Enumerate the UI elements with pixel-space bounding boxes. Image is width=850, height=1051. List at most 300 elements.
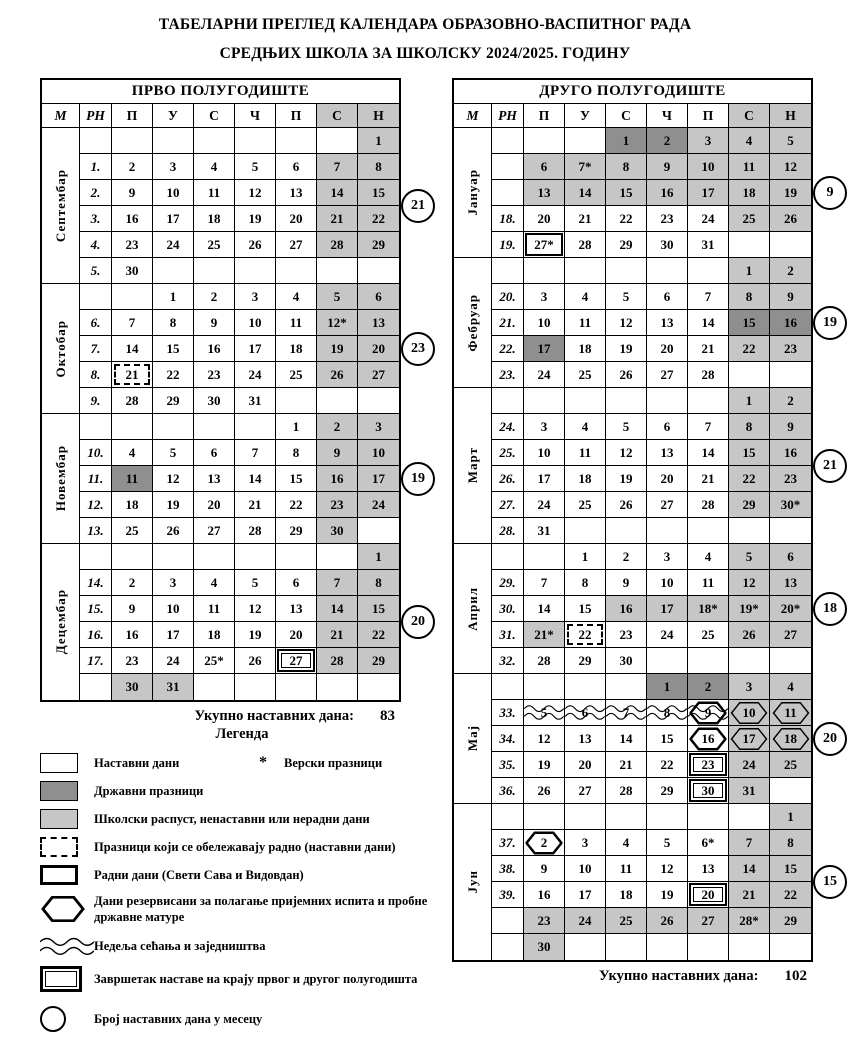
day-cell <box>358 622 399 648</box>
day-number: 30 <box>619 652 633 668</box>
empty-cell <box>729 232 770 258</box>
month-column-header: М <box>454 104 492 128</box>
day-number: 8 <box>375 574 382 590</box>
day-number: 7 <box>704 418 712 434</box>
day-number: 12 <box>537 730 551 746</box>
day-cell <box>606 648 647 674</box>
day-cell <box>524 726 565 752</box>
day-cell <box>112 622 153 648</box>
empty-cell <box>606 388 647 414</box>
legend-item <box>40 809 444 829</box>
day-cell <box>194 284 235 310</box>
document-title-line1: ТАБЕЛАРНИ ПРЕГЛЕД КАЛЕНДАРА ОБРАЗОВНО-ВАСПИТНОГ РАДА <box>158 16 692 33</box>
empty-cell <box>194 414 235 440</box>
day-number: 28 <box>578 236 592 252</box>
day-cell <box>276 284 317 310</box>
day-cell <box>235 310 276 336</box>
month-weeks <box>80 284 399 414</box>
day-number: 3 <box>540 418 548 434</box>
month-name-cell <box>454 544 492 674</box>
week-row <box>492 856 811 882</box>
day-number: 29 <box>619 236 633 252</box>
week-number <box>492 908 524 934</box>
day-number: 30 <box>125 262 139 278</box>
total-teaching-days <box>452 968 813 985</box>
day-number: 11 <box>207 600 221 616</box>
school-break-swatch <box>40 809 78 829</box>
day-number: 12 <box>742 574 756 590</box>
week-row <box>492 362 811 388</box>
day-number: 10 <box>537 444 551 460</box>
day-number: 22 <box>289 496 303 512</box>
day-number: 3 <box>704 132 712 148</box>
day-cell <box>565 284 606 310</box>
day-number: 16 <box>125 626 139 642</box>
empty-cell <box>112 414 153 440</box>
legend-icon-cell <box>40 753 94 773</box>
empty-cell <box>524 804 565 830</box>
day-number: 17 <box>372 470 385 486</box>
day-cell <box>153 674 194 700</box>
empty-cell <box>770 362 811 388</box>
day-number: 26 <box>619 366 633 382</box>
day-cell <box>729 336 770 362</box>
day-cell <box>606 596 647 622</box>
day-cell <box>606 362 647 388</box>
legend-label: Школски распуст, ненаставни или нерадни дани <box>94 811 370 826</box>
day-cell <box>606 232 647 258</box>
legend-icon-cell <box>40 1006 94 1032</box>
day-number: 16 <box>660 184 674 200</box>
day-number: 2 <box>128 158 136 174</box>
legend-item <box>40 1006 444 1032</box>
remembrance-week-icon <box>40 934 94 959</box>
day-cell <box>770 154 811 180</box>
day-cell <box>729 388 770 414</box>
weekday-header: У <box>153 104 194 128</box>
week-row <box>492 648 811 674</box>
day-cell <box>524 934 565 960</box>
week-number: 2. <box>80 180 112 206</box>
month-name: Септембар <box>52 168 68 243</box>
day-number: 23 <box>619 626 633 642</box>
day-cell <box>729 492 770 518</box>
day-number: 16 <box>330 470 344 486</box>
week-number <box>80 414 112 440</box>
day-number: 13 <box>372 314 385 330</box>
empty-cell <box>647 804 688 830</box>
week-row <box>80 622 399 648</box>
week-number: 16. <box>80 622 112 648</box>
week-number: 31. <box>492 622 524 648</box>
day-number: 24 <box>537 366 551 382</box>
day-number: 30 <box>701 782 715 798</box>
semester-title: ДРУГО ПОЛУГОДИШТЕ <box>454 80 811 104</box>
day-number: 29 <box>578 652 592 668</box>
month-weeks <box>492 804 811 960</box>
day-cell <box>524 492 565 518</box>
legend-item <box>40 753 444 773</box>
day-number: 1 <box>375 548 382 564</box>
day-cell <box>688 830 729 856</box>
week-row <box>80 674 399 700</box>
week-row <box>80 544 399 570</box>
day-cell <box>688 856 729 882</box>
day-number: 18 <box>578 340 592 356</box>
day-cell <box>565 180 606 206</box>
day-cell <box>647 596 688 622</box>
day-number: 9 <box>622 574 630 590</box>
week-number: 10. <box>80 440 112 466</box>
day-number: 24 <box>248 366 262 382</box>
day-number: 7 <box>540 574 548 590</box>
day-number: 23 <box>125 652 139 668</box>
day-number: 1 <box>622 132 630 148</box>
day-cell <box>153 154 194 180</box>
day-cell <box>647 414 688 440</box>
day-number: 19 <box>660 886 674 902</box>
empty-cell <box>153 544 194 570</box>
week-number: 39. <box>492 882 524 908</box>
empty-cell <box>235 674 276 700</box>
semester-end-icon-inner <box>45 971 77 987</box>
day-cell <box>647 232 688 258</box>
semester-table <box>40 78 425 702</box>
day-number: 19 <box>619 340 633 356</box>
empty-cell <box>647 934 688 960</box>
second-semester-section <box>452 78 837 985</box>
day-cell <box>770 908 811 934</box>
day-cell <box>112 206 153 232</box>
day-number: 21 <box>330 626 344 642</box>
day-number: 5 <box>745 548 753 564</box>
day-cell <box>194 622 235 648</box>
day-cell <box>524 206 565 232</box>
day-number: 13 <box>660 444 674 460</box>
day-cell <box>729 726 770 752</box>
day-cell <box>729 544 770 570</box>
day-cell <box>235 232 276 258</box>
day-number: 5 <box>540 704 548 720</box>
day-number: 6 <box>663 288 671 304</box>
day-cell <box>317 466 358 492</box>
day-number: 14 <box>330 184 344 200</box>
day-cell <box>770 544 811 570</box>
month-block <box>454 128 834 258</box>
day-number: 31 <box>248 392 262 408</box>
month-name-cell <box>42 128 80 284</box>
legend-label: Верски празници <box>284 755 383 770</box>
empty-cell <box>565 804 606 830</box>
day-cell <box>153 310 194 336</box>
day-number: 22 <box>578 626 592 642</box>
empty-cell <box>770 778 811 804</box>
week-number: 36. <box>492 778 524 804</box>
day-cell <box>112 674 153 700</box>
day-number: 2 <box>622 548 630 564</box>
day-number: 27 <box>660 496 674 512</box>
day-cell <box>770 258 811 284</box>
week-number: 28. <box>492 518 524 544</box>
month-name: Мај <box>464 725 480 752</box>
day-cell <box>565 752 606 778</box>
week-row <box>492 778 811 804</box>
week-number-column-header: РН <box>80 104 112 128</box>
day-cell <box>276 310 317 336</box>
day-number: 25 <box>578 366 592 382</box>
day-cell <box>358 336 399 362</box>
empty-cell <box>770 232 811 258</box>
day-cell <box>317 492 358 518</box>
day-number: 23 <box>537 912 551 928</box>
day-number: 11 <box>578 444 592 460</box>
week-number: 38. <box>492 856 524 882</box>
weekday-header: П <box>688 104 729 128</box>
day-cell <box>606 154 647 180</box>
day-number: 20 <box>578 756 592 772</box>
week-number: 34. <box>492 726 524 752</box>
empty-cell <box>606 934 647 960</box>
religious-holiday-asterisk: * <box>259 754 267 771</box>
week-number: 37. <box>492 830 524 856</box>
empty-cell <box>688 804 729 830</box>
empty-cell <box>235 258 276 284</box>
day-cell <box>524 752 565 778</box>
week-number: 4. <box>80 232 112 258</box>
day-number: 22 <box>372 626 385 642</box>
empty-cell <box>565 388 606 414</box>
day-cell <box>235 206 276 232</box>
day-cell <box>729 830 770 856</box>
week-number: 21. <box>492 310 524 336</box>
day-number: 21 <box>125 366 139 382</box>
day-number: 21 <box>701 470 715 486</box>
day-cell <box>770 596 811 622</box>
day-cell <box>688 414 729 440</box>
week-number <box>492 934 524 960</box>
day-cell <box>524 284 565 310</box>
day-number: 24 <box>701 210 715 226</box>
legend-icon-cell <box>40 809 94 829</box>
day-cell <box>606 882 647 908</box>
day-cell <box>647 310 688 336</box>
day-cell <box>235 336 276 362</box>
day-cell <box>358 362 399 388</box>
day-number: 21 <box>248 496 262 512</box>
day-cell <box>565 908 606 934</box>
week-row <box>492 674 811 700</box>
day-number: 16 <box>701 730 715 746</box>
empty-cell <box>606 674 647 700</box>
teaching-day-swatch <box>40 753 78 773</box>
day-cell <box>276 492 317 518</box>
day-number: 27* <box>534 236 554 252</box>
day-number: 17 <box>660 600 674 616</box>
day-cell <box>235 648 276 674</box>
day-cell <box>770 440 811 466</box>
day-number: 2 <box>128 574 136 590</box>
legend-icon-cell <box>40 781 94 801</box>
weekday-header: С <box>606 104 647 128</box>
day-cell <box>688 310 729 336</box>
empty-cell <box>606 258 647 284</box>
legend-label: Дани резервисани за полагање пријемних испита и пробне државне матуре <box>94 894 428 925</box>
day-number: 28 <box>248 522 262 538</box>
empty-cell <box>194 258 235 284</box>
day-number: 25 <box>701 626 715 642</box>
day-number: 15 <box>372 184 385 200</box>
day-number: 28 <box>701 496 715 512</box>
day-number: 8 <box>581 574 589 590</box>
day-cell <box>729 310 770 336</box>
day-cell <box>606 440 647 466</box>
day-cell <box>524 596 565 622</box>
month-weeks <box>80 128 399 284</box>
day-cell <box>524 908 565 934</box>
empty-cell <box>606 518 647 544</box>
day-cell <box>729 752 770 778</box>
day-cell <box>770 310 811 336</box>
weekday-header: Ч <box>235 104 276 128</box>
day-number: 15 <box>784 860 797 876</box>
day-cell <box>729 700 770 726</box>
empty-cell <box>276 674 317 700</box>
day-number: 9 <box>704 704 712 720</box>
week-number: 13. <box>80 518 112 544</box>
week-row <box>492 232 811 258</box>
day-cell <box>276 440 317 466</box>
day-number: 2 <box>540 834 548 850</box>
day-cell <box>153 596 194 622</box>
empty-cell <box>688 258 729 284</box>
day-cell <box>153 648 194 674</box>
day-cell <box>606 700 647 726</box>
total-teaching-days-value: 83 <box>380 708 395 724</box>
day-number: 25 <box>578 496 592 512</box>
total-teaching-days-label: Укупно наставних дана: <box>194 708 354 724</box>
day-number: 13 <box>784 574 797 590</box>
day-number: 4 <box>210 574 218 590</box>
day-number: 11 <box>701 574 715 590</box>
empty-cell <box>276 388 317 414</box>
day-number: 18 <box>289 340 303 356</box>
day-cell <box>606 336 647 362</box>
legend-label: Радни дани (Свети Сава и Видовдан) <box>94 867 304 882</box>
day-cell <box>729 466 770 492</box>
empty-cell <box>770 648 811 674</box>
day-cell <box>606 830 647 856</box>
day-number: 27 <box>289 236 303 252</box>
day-number: 16 <box>784 444 797 460</box>
week-number <box>492 388 524 414</box>
day-number: 22 <box>372 210 385 226</box>
total-teaching-days-label: Укупно наставних дана: <box>599 968 759 984</box>
legend-heading: Легенда <box>215 726 269 742</box>
day-cell <box>770 856 811 882</box>
day-number: 9 <box>787 418 794 434</box>
day-number: 30 <box>125 679 139 694</box>
day-cell <box>153 180 194 206</box>
teaching-days-circle: 21 <box>813 449 847 483</box>
day-number: 11 <box>578 314 592 330</box>
week-number <box>492 674 524 700</box>
day-number: 27 <box>207 522 221 538</box>
week-row <box>492 830 811 856</box>
day-cell <box>606 908 647 934</box>
day-number: 29 <box>742 496 756 512</box>
day-number: 26 <box>742 626 756 642</box>
empty-cell <box>606 804 647 830</box>
day-cell <box>565 492 606 518</box>
day-cell <box>524 310 565 336</box>
week-row <box>492 336 811 362</box>
day-cell <box>565 206 606 232</box>
month-name: Фебруар <box>464 293 480 352</box>
total-teaching-days-value: 102 <box>784 968 807 984</box>
day-number: 15 <box>619 184 633 200</box>
day-number: 3 <box>663 548 671 564</box>
day-cell <box>565 570 606 596</box>
day-number: 26 <box>248 652 262 668</box>
day-cell <box>317 440 358 466</box>
day-number: 5 <box>251 574 259 590</box>
legend-label: Празници који се обележавају радно (наставни дани) <box>94 839 396 854</box>
month-name-cell <box>454 258 492 388</box>
day-number: 11 <box>207 184 221 200</box>
empty-cell <box>729 648 770 674</box>
week-number: 25. <box>492 440 524 466</box>
empty-cell <box>647 518 688 544</box>
day-cell <box>729 154 770 180</box>
day-number: 8 <box>745 418 753 434</box>
week-number <box>492 180 524 206</box>
legend-item <box>40 893 444 926</box>
day-number: 31 <box>166 679 180 694</box>
day-cell <box>688 570 729 596</box>
day-number: 5 <box>622 418 630 434</box>
day-cell <box>565 778 606 804</box>
week-row <box>492 284 811 310</box>
day-cell <box>194 336 235 362</box>
day-cell <box>235 466 276 492</box>
day-number: 14 <box>742 860 756 876</box>
week-row <box>492 180 811 206</box>
day-number: 2 <box>787 392 794 408</box>
day-number: 10 <box>166 184 180 200</box>
day-number: 3 <box>251 288 259 304</box>
day-number: 27 <box>578 782 592 798</box>
empty-cell <box>153 258 194 284</box>
month-block <box>42 544 425 700</box>
month-name: Новембар <box>52 445 68 512</box>
day-number: 12 <box>248 600 262 616</box>
empty-cell <box>729 518 770 544</box>
day-cell <box>112 388 153 414</box>
day-number: 9 <box>210 314 218 330</box>
empty-cell <box>729 934 770 960</box>
day-number: 19 <box>248 626 262 642</box>
day-cell <box>194 180 235 206</box>
empty-cell <box>235 128 276 154</box>
month-name: Октобар <box>52 319 68 378</box>
day-number: 18 <box>578 470 592 486</box>
day-cell <box>276 596 317 622</box>
day-number: 14 <box>248 470 262 486</box>
day-cell <box>647 362 688 388</box>
day-number: 29 <box>289 522 303 538</box>
day-number: 15 <box>372 600 385 616</box>
day-cell <box>235 440 276 466</box>
